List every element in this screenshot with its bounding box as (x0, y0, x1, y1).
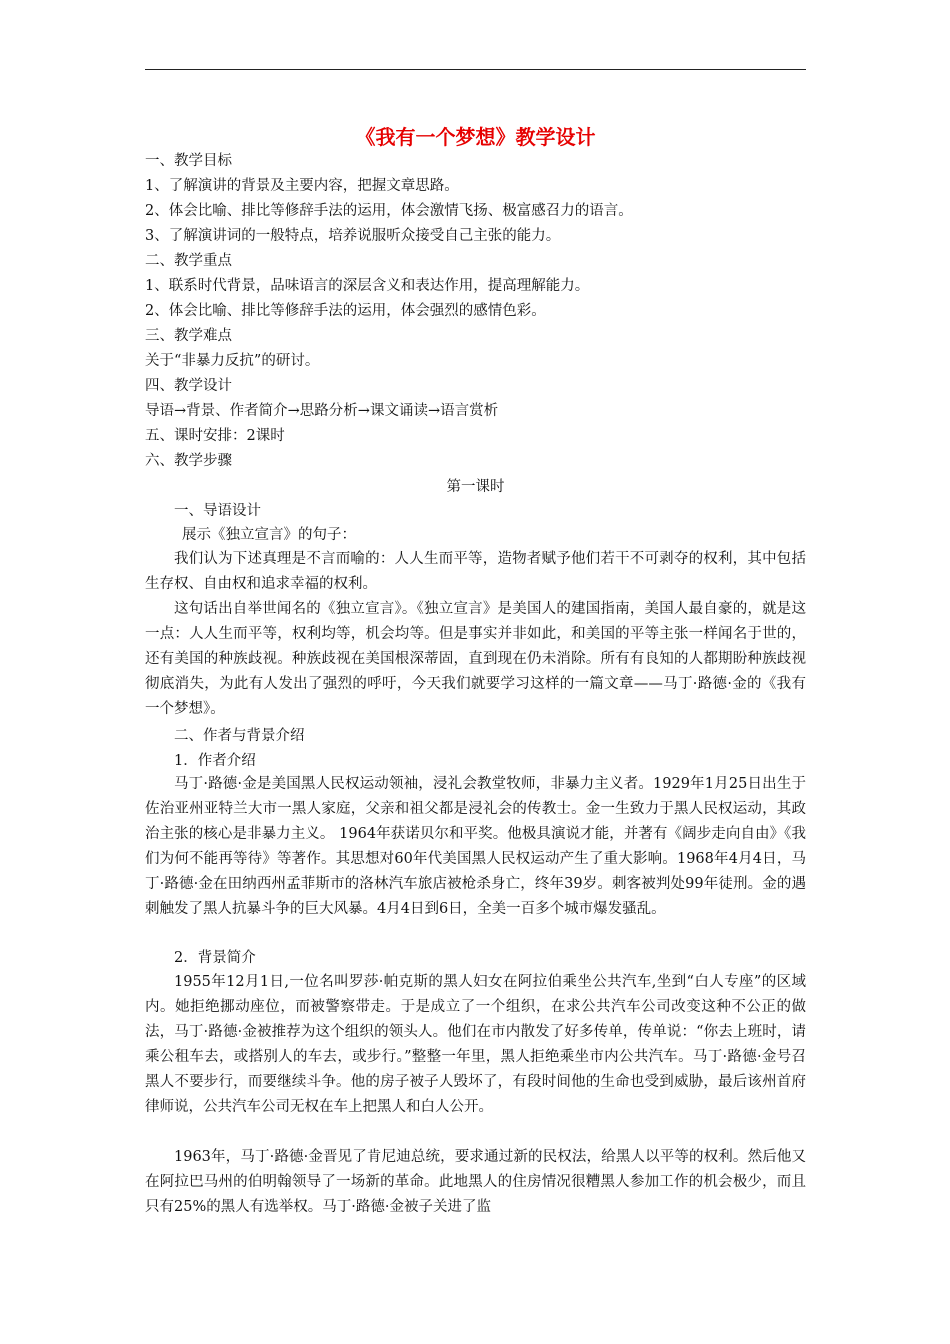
objective-1: 1、了解演讲的背景及主要内容，把握文章思路。 (145, 178, 459, 194)
key-point-1: 1、联系时代背景，品味语言的深层含义和表达作用，提高理解能力。 (145, 278, 590, 294)
objective-3: 3、了解演讲词的一般特点，培养说服听众接受自己主张的能力。 (145, 228, 561, 244)
difficulty-text: 关于“非暴力反抗”的研讨。 (145, 353, 320, 369)
class-hours: 五、课时安排：2课时 (145, 428, 285, 444)
author-paragraph: 马丁·路德·金是美国黑人民权运动领袖，浸礼会教堂牧师，非暴力主义者。1929年1月25日出生于佐治亚州亚特兰大市一黑人家庭，父亲和祖父都是浸礼会的传教士。金一生致力于黑人民权运动，其政治主张的核心是非暴力主义。 1964年获诺贝尔和平奖。他极具演说才能，并著有《阔步走向自由》《我们为何不能再等待》等著作。其思想对60年代美国黑人民权运动产生了重大影响。1968年4月4日，马丁·路德·金在田纳西州孟菲斯市的洛林汽车旅店被枪杀身亡，终年39岁。刺客被判处99年徒刑。金的遇刺触发了黑人抗暴斗争的巨大风暴。4月4日到6日，全美一百多个城市爆发骚乱。 (145, 776, 806, 917)
background-1963-paragraph: 1963年，马丁·路德·金晋见了肯尼迪总统，要求通过新的民权法，给黑人以平等的权利。然后他又在阿拉巴马州的伯明翰领导了一场新的革命。此地黑人的住房情况很糟黑人参加工作的机会极少，而且只有25%的黑人有选举权。马丁·路德·金被子关进了监 (145, 1149, 806, 1215)
section-author-heading: 二、作者与背景介绍 (174, 728, 305, 744)
author-subheading: 1．作者介绍 (174, 753, 256, 769)
declaration-quote-paragraph: 我们认为下述真理是不言而喻的：人人生而平等，造物者赋予他们若干不可剥夺的权利，其中包括生存权、自由权和追求幸福的权利。 (145, 551, 806, 592)
section-intro-heading: 一、导语设计 (174, 503, 261, 519)
background-subheading: 2．背景简介 (174, 950, 256, 966)
heading-steps: 六、教学步骤 (145, 453, 232, 469)
heading-difficulties: 三、教学难点 (145, 328, 232, 344)
heading-objectives: 一、教学目标 (145, 153, 232, 169)
objective-2: 2、体会比喻、排比等修辞手法的运用，体会激情飞扬、极富感召力的语言。 (145, 203, 633, 219)
header-rule (145, 69, 806, 70)
heading-key-points: 二、教学重点 (145, 253, 232, 269)
background-1955-paragraph: 1955年12月1日,一位名叫罗莎·帕克斯的黑人妇女在阿拉伯乘坐公共汽车,坐到“白人专座”的区域内。她拒绝挪动座位，而被警察带走。于是成立了一个组织，在求公共汽车公司改变这种不公正的做法，马丁·路德·金被推荐为这个组织的领头人。他们在市内散发了好多传单，传单说：“你去上班时，请乘公租车去，或搭别人的车去，或步行。”整整一年里，黑人拒绝乘坐市内公共汽车。马丁·路德·金号召黑人不要步行，而要继续斗争。他的房子被子人毁坏了，有段时间他的生命也受到威胁，最后该州首府律师说，公共汽车公司无权在车上把黑人和白人公开。 (145, 974, 806, 1115)
key-point-2: 2、体会比喻、排比等修辞手法的运用，体会强烈的感情色彩。 (145, 303, 546, 319)
show-declaration-line: 展示《独立宣言》的句子： (182, 527, 356, 543)
declaration-paragraph: 这句话出自举世闻名的《独立宣言》。《独立宣言》是美国人的建国指南，美国人最自豪的，就是这一点：人人生而平等，权利均等，机会均等。但是事实并非如此，和美国的平等主张一样闻名于世的，还有美国的种族歧视。种族歧视在美国根深蒂固，直到现在仍未消除。所有有良知的人都期盼种族歧视彻底消失，为此有人发出了强烈的呼吁，今天我们就要学习这样的一篇文章——马丁·路德·金的《我有一个梦想》。 (145, 601, 806, 717)
heading-design: 四、教学设计 (145, 378, 232, 394)
document-title: 《我有一个梦想》教学设计 (355, 125, 596, 149)
lesson-heading: 第一课时 (446, 479, 505, 495)
design-flow: 导语→背景、作者简介→思路分析→课文诵读→语言赏析 (145, 403, 499, 419)
